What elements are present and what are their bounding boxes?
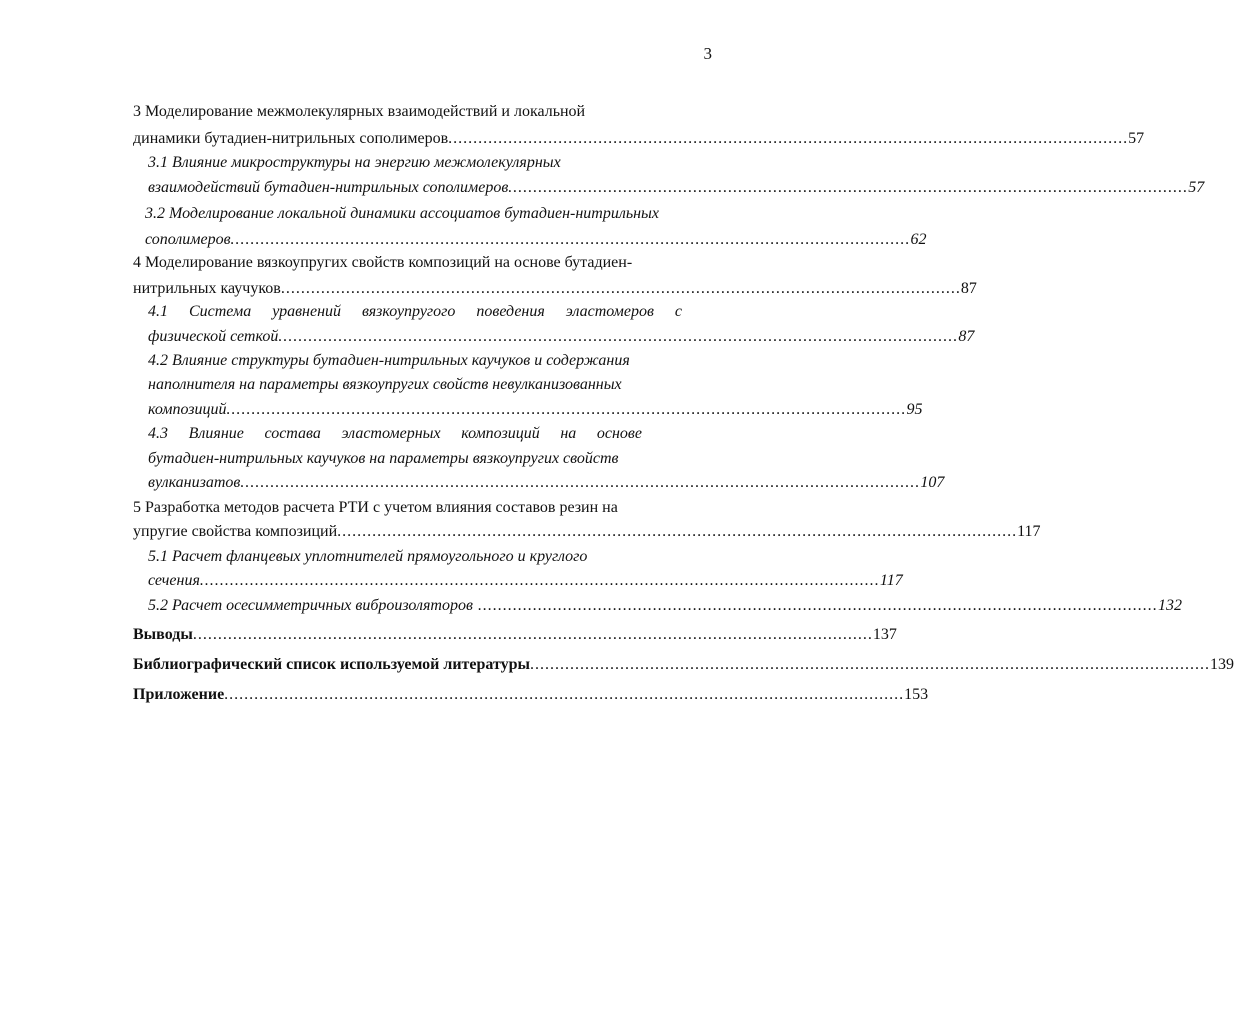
toc-page-number: 87: [958, 328, 975, 345]
toc-page-number: 107: [920, 474, 945, 491]
leader-dots: ........................................................................................................................................: [530, 656, 1211, 673]
toc-section-4-2-line-1: 4.2 Влияние структуры бутадиен-нитрильных каучуков и содержания: [148, 352, 630, 369]
toc-page-number: 57: [1128, 130, 1145, 147]
toc-page-number: 57: [1188, 179, 1205, 196]
leader-dots: ........................................................................................................................................: [192, 626, 873, 643]
toc-section-4-2-line-2: наполнителя на параметры вязкоупругих свойств невулканизованных: [148, 376, 622, 393]
toc-page-number: 139: [1210, 656, 1234, 673]
leader-dots: ........................................................................................................................................: [240, 474, 921, 491]
toc-conclusions[interactable]: [133, 624, 897, 646]
toc-entry-title: физической сеткой: [148, 328, 279, 345]
toc-section-5-1-line-1: 5.1 Расчет фланцевых уплотнителей прямоугольного и круглого: [148, 548, 588, 565]
page-number: 3: [703, 44, 712, 63]
toc-word: 4.3: [148, 425, 168, 442]
toc-entry-title: сополимеров: [145, 231, 231, 248]
toc-page-number: 153: [904, 686, 929, 703]
toc-appendix[interactable]: [133, 684, 929, 706]
toc-section-3-1-line-1: 3.1 Влияние микроструктуры на энергию межмолекулярных: [148, 154, 561, 171]
toc-page-number: 137: [872, 626, 897, 643]
toc-section-4-3-line-2: бутадиен-нитрильных каучуков на параметры вязкоупругих свойств: [148, 450, 619, 467]
toc-entry-title: взаимодействий бутадиен-нитрильных сополимеров: [148, 179, 509, 196]
toc-page-number: 87: [960, 280, 977, 297]
leader-dots: ........................................................................................................................................: [448, 130, 1129, 147]
toc-word: поведения: [476, 303, 545, 320]
toc-word: эластомеров: [565, 303, 654, 320]
toc-section-5-1-line-2[interactable]: [148, 570, 903, 592]
toc-word: 4.1: [148, 303, 168, 320]
toc-entry-title: сечения: [148, 572, 200, 589]
toc-word: уравнений: [272, 303, 341, 320]
toc-section-4-3-line-1: [148, 423, 642, 445]
toc-entry-title: динамики бутадиен-нитрильных сополимеров: [133, 130, 449, 147]
toc-chapter-5-line-1: 5 Разработка методов расчета РТИ с учетом влияния составов резин на: [133, 499, 618, 516]
toc-page-number: 132: [1157, 597, 1182, 614]
toc-entry-title: Выводы: [133, 626, 193, 643]
leader-dots: ........................................................................................................................................: [337, 523, 1018, 540]
toc-chapter-5-line-2[interactable]: [133, 521, 1041, 543]
toc-page-number: 62: [910, 231, 927, 248]
toc-bibliography[interactable]: [133, 654, 1234, 676]
toc-section-4-1-line-1: [148, 301, 682, 323]
toc-word: основе: [596, 425, 642, 442]
toc-word: на: [560, 425, 577, 442]
toc-section-5-2[interactable]: [148, 595, 1182, 617]
leader-dots: ........................................................................................................................................: [278, 328, 959, 345]
leader-dots: ........................................................................................................................................: [508, 179, 1189, 196]
toc-chapter-4-line-1: 4 Моделирование вязкоупругих свойств композиций на основе бутадиен-: [133, 254, 633, 271]
toc-word: Влияние: [188, 425, 244, 442]
toc-entry-title: упругие свойства композиций: [133, 523, 338, 540]
toc-word: состава: [264, 425, 321, 442]
toc-section-3-2-line-2[interactable]: [145, 229, 927, 251]
leader-dots: ........................................................................................................................................: [226, 401, 907, 418]
toc-section-4-2-line-3[interactable]: [148, 399, 923, 421]
toc-entry-title: 5.2 Расчет осесимметричных виброизоляторов: [148, 597, 473, 614]
toc-word: эластомерных: [341, 425, 441, 442]
toc-chapter-3-line-2[interactable]: [133, 128, 1145, 150]
leader-dots: ........................................................................................................................................: [472, 597, 1158, 614]
toc-page-number: 95: [906, 401, 923, 418]
leader-dots: ........................................................................................................................................: [230, 231, 911, 248]
toc-word: композиций: [461, 425, 540, 442]
toc-section-3-1-line-2[interactable]: [148, 177, 1205, 199]
toc-section-4-3-line-3[interactable]: [148, 472, 945, 494]
toc-chapter-3-line-1: 3 Моделирование межмолекулярных взаимодействий и локальной: [133, 103, 586, 120]
toc-word: с: [674, 303, 682, 320]
toc-word: Система: [188, 303, 252, 320]
leader-dots: ........................................................................................................................................: [280, 280, 961, 297]
toc-entry-title: Библиографический список используемой литературы: [133, 656, 531, 673]
toc-entry-title: вулканизатов: [148, 474, 241, 491]
toc-chapter-4-line-2[interactable]: [133, 278, 977, 300]
leader-dots: ........................................................................................................................................: [199, 572, 880, 589]
toc-page-number: 117: [1017, 523, 1041, 540]
leader-dots: ........................................................................................................................................: [224, 686, 905, 703]
toc-entry-title: нитрильных каучуков: [133, 280, 281, 297]
toc-entry-title: Приложение: [133, 686, 225, 703]
toc-entry-title: композиций: [148, 401, 227, 418]
toc-section-3-2-line-1: 3.2 Моделирование локальной динамики ассоциатов бутадиен-нитрильных: [145, 205, 659, 222]
toc-section-4-1-line-2[interactable]: [148, 326, 975, 348]
toc-word: вязкоупругого: [361, 303, 456, 320]
toc-page-number: 117: [879, 572, 903, 589]
